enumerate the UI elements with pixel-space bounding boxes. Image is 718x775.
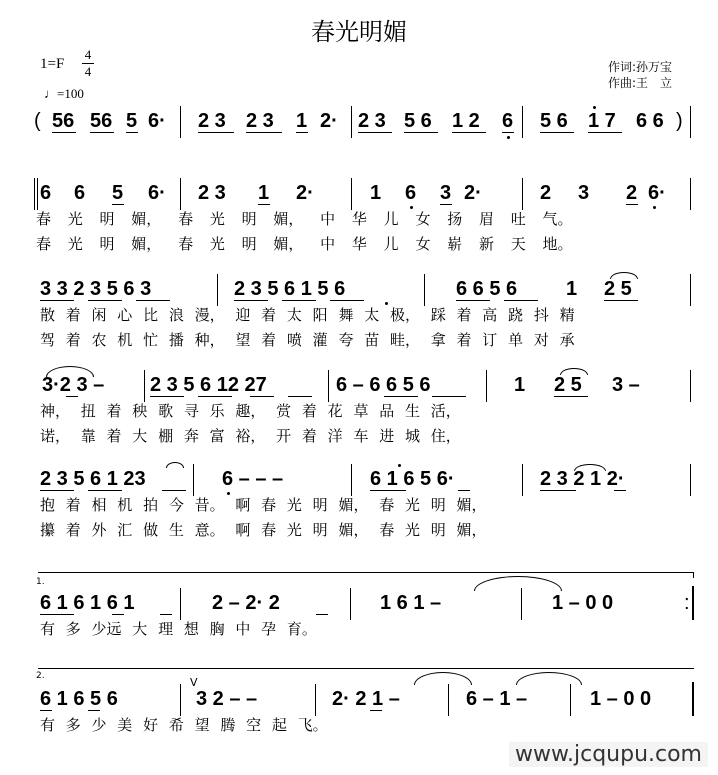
note: 6	[40, 182, 52, 204]
note-group: 6 1 6 5 6	[40, 688, 118, 710]
note: 1	[258, 182, 270, 204]
note-group: 2· 2 1 –	[332, 688, 400, 710]
note: 1	[514, 374, 526, 396]
lyrics-verse-2: 诺， 靠 着 大 棚 奔 富 裕， 开 着 洋 车 进 城 住，	[40, 427, 461, 445]
note-group: 56	[90, 110, 113, 132]
note-group: 6 1 6 5 6·	[370, 468, 455, 490]
note-group: 1 – 0 0	[590, 688, 652, 710]
note-group: 6 6 5 6	[456, 278, 518, 300]
note-group: 2 5	[554, 374, 582, 396]
note: 2	[626, 182, 638, 204]
paren-close: )	[676, 110, 683, 132]
note: 2·	[320, 110, 338, 132]
note-group: 6 6	[636, 110, 664, 132]
note: 6	[74, 182, 86, 204]
note: 2	[540, 182, 552, 204]
note-group: 56	[52, 110, 75, 132]
note: 2·	[464, 182, 482, 204]
note: 3	[440, 182, 452, 204]
note-group: 3 3 2 3 5 6 3	[40, 278, 152, 300]
note-group: 6 – 6 6 5 6	[336, 374, 431, 396]
note: 3	[578, 182, 590, 204]
note: 6·	[148, 110, 166, 132]
breath-mark: V	[190, 676, 198, 689]
note-group: 1 2	[452, 110, 480, 132]
note: 6·	[648, 182, 666, 204]
lyricist: 作词:孙万宝	[608, 60, 673, 74]
note-group: 6 – 1 –	[466, 688, 528, 710]
tempo-value: =100	[57, 86, 84, 101]
note-group: 2 3	[246, 110, 274, 132]
watermark: www.jcqupu.com	[509, 742, 708, 767]
lyrics-verse-2: 春 光 明 媚， 春 光 明 媚， 中 华 儿 女 崭 新 天 地。	[36, 235, 573, 253]
song-title: 春光明媚	[311, 18, 407, 46]
note: 2·	[296, 182, 314, 204]
note-group: 2 – 2· 2	[212, 592, 280, 614]
time-signature	[82, 48, 94, 79]
tempo-marking	[44, 86, 84, 102]
lyrics-verse-1: 有 多 少远 大 理 想 胸 中 孕 育。	[40, 620, 317, 638]
repeat-sign: :	[684, 592, 690, 614]
note-group: 2 5	[604, 278, 632, 300]
note-group: 1 – 0 0	[552, 592, 614, 614]
lyrics-verse-2: 驾 着 农 机 忙 播 种， 望 着 喷 灌 夸 苗 畦， 拿 着 订 单 对 承	[40, 331, 575, 349]
note: 5	[112, 182, 124, 204]
note-group: 2 3	[198, 110, 226, 132]
note-group: 1 7	[588, 110, 616, 132]
lyrics-verse-1: 春 光 明 媚， 春 光 明 媚， 中 华 儿 女 扬 眉 吐 气。	[36, 210, 573, 228]
note-group: 5 6	[540, 110, 568, 132]
note: 6·	[148, 182, 166, 204]
note-group: 2 3 5 6 1 23	[40, 468, 146, 490]
note-group: 2 3	[198, 182, 226, 204]
note: 5	[126, 110, 138, 132]
note-group: 6 1 6 1 6 1	[40, 592, 135, 614]
note-group: 3 2 – –	[196, 688, 258, 710]
note: 1	[370, 182, 382, 204]
lyrics-verse-1: 神， 扭 着 秧 歌 寻 乐 趣， 赏 着 花 草 品 生 活，	[40, 402, 461, 420]
volta-2-label: 2.	[36, 671, 45, 681]
lyrics-verse-1: 抱 着 相 机 拍 今 昔。 啊 春 光 明 媚， 春 光 明 媚，	[40, 496, 487, 514]
note-group: 1 6 1 –	[380, 592, 442, 614]
note: 6	[405, 182, 417, 204]
note-group: 3·2 3 –	[42, 374, 105, 396]
composer: 作曲:王 立	[608, 76, 673, 90]
paren-open: (	[34, 110, 41, 132]
note-group: 3 –	[612, 374, 640, 396]
quarter-note-icon: ♩	[44, 86, 57, 101]
note-group: 5 6	[404, 110, 432, 132]
time-sig-bottom: 4	[84, 64, 92, 79]
note: 6	[502, 110, 514, 132]
volta-1-label: 1.	[36, 577, 45, 587]
lyrics-verse-2: 攥 着 外 汇 做 生 意。 啊 春 光 明 媚， 春 光 明 媚，	[40, 521, 487, 539]
time-sig-top: 4	[84, 47, 92, 62]
note-group: 2 3	[358, 110, 386, 132]
note-group: 2 3 5 6 12 27	[150, 374, 267, 396]
note-group: 2 3 2 1 2·	[540, 468, 625, 490]
note: 1	[566, 278, 578, 300]
note-group: 2 3 5 6 1 5 6	[234, 278, 346, 300]
note: 1	[296, 110, 308, 132]
lyrics-verse-1: 有 多 少 美 好 希 望 腾 空 起 飞。	[40, 716, 328, 734]
note-group: 6 – – –	[222, 468, 284, 490]
lyrics-verse-1: 散 着 闲 心 比 浪 漫， 迎 着 太 阳 舞 太 极， 踩 着 高 跷 抖 精	[40, 306, 575, 324]
key-signature: 1=F	[40, 56, 65, 72]
